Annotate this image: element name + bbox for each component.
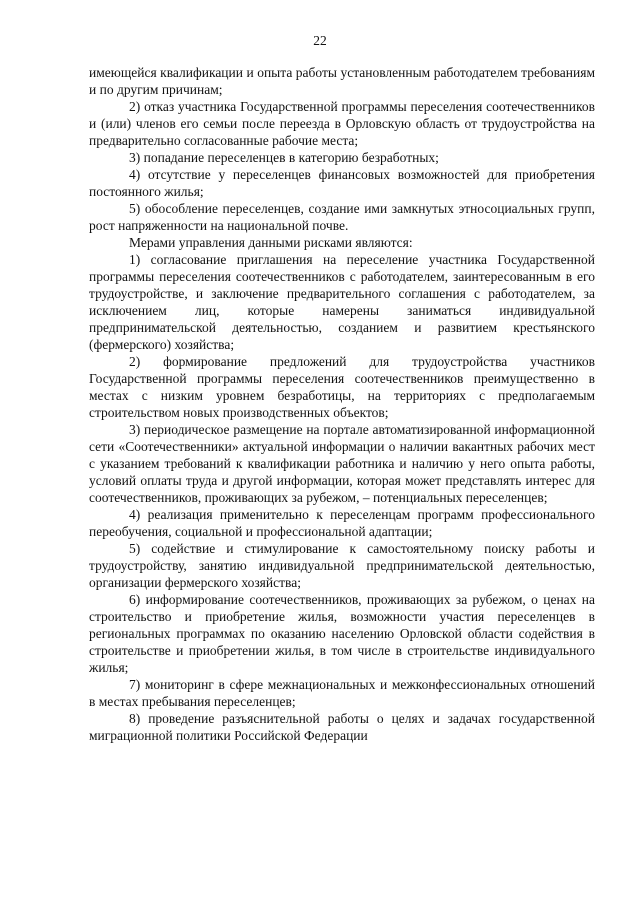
paragraph-continuation: имеющейся квалификации и опыта работы установленным работодателем требованиям и по другим причинам; bbox=[89, 65, 595, 97]
paragraph-measure-4: 4) реализация применительно к переселенцам программ профессионального переобучения, социальной и профессиональной адаптации; bbox=[89, 507, 595, 539]
page-number: 22 bbox=[313, 33, 327, 48]
paragraph-risk-4: 4) отсутствие у переселенцев финансовых возможностей для приобретения постоянного жилья; bbox=[89, 167, 595, 199]
paragraph-measure-2: 2) формирование предложений для трудоустройства участников Государственной программы переселения соотечественников преимущественно в местах с низким уровнем безработицы, на территориях с предполагаемым строительством новых производственных объектов; bbox=[89, 354, 595, 420]
paragraph-measure-5: 5) содействие и стимулирование к самостоятельному поиску работы и трудоустройству, занятию индивидуальной предпринимательской деятельностью, организации фермерского хозяйства; bbox=[89, 541, 595, 590]
paragraph-risk-2: 2) отказ участника Государственной программы переселения соотечественников и (или) членов его семьи после переезда в Орловскую область от трудоустройства на предварительно согласованные рабочие места; bbox=[89, 99, 595, 148]
paragraph-measure-1: 1) согласование приглашения на переселение участника Государственной программы переселения соотечественников с работодателем, заинтересованным в его трудоустройстве, и заключение предварительного соглашения с работодателем, за исключением лиц, которые намерены заниматься индивидуальной предпринимательской деятельностью, созданием и развитием крестьянского (фермерского) хозяйства; bbox=[89, 252, 595, 352]
paragraph-measure-6: 6) информирование соотечественников, проживающих за рубежом, о ценах на строительство и приобретение жилья, возможности участия переселенцев в региональных программах по оказанию населению Орловской области содействия в строительстве и приобретении жилья, в том числе в строительстве индивидуального жилья; bbox=[89, 592, 595, 675]
paragraph-measure-7: 7) мониторинг в сфере межнациональных и межконфессиональных отношений в местах пребывания переселенцев; bbox=[89, 677, 595, 709]
paragraph-risk-3: 3) попадание переселенцев в категорию безработных; bbox=[129, 150, 439, 165]
paragraph-measure-3: 3) периодическое размещение на портале автоматизированной информационной сети «Соотечественники» актуальной информации о наличии вакантных рабочих мест с указанием требований к квалификации работника и наличию у него опыта работы, условий оплаты труда и другой информации, которая может представлять интерес для соотечественников, проживающих за рубежом, – потенциальных переселенцев; bbox=[89, 422, 595, 505]
paragraph-measures-heading: Мерами управления данными рисками являются: bbox=[129, 235, 413, 250]
paragraph-measure-8: 8) проведение разъяснительной работы о целях и задачах государственной миграционной политики Российской Федерации bbox=[89, 711, 595, 743]
paragraph-risk-5: 5) обособление переселенцев, создание ими замкнутых этносоциальных групп, рост напряженности на национальной почве. bbox=[89, 201, 595, 233]
document-body bbox=[89, 64, 595, 744]
